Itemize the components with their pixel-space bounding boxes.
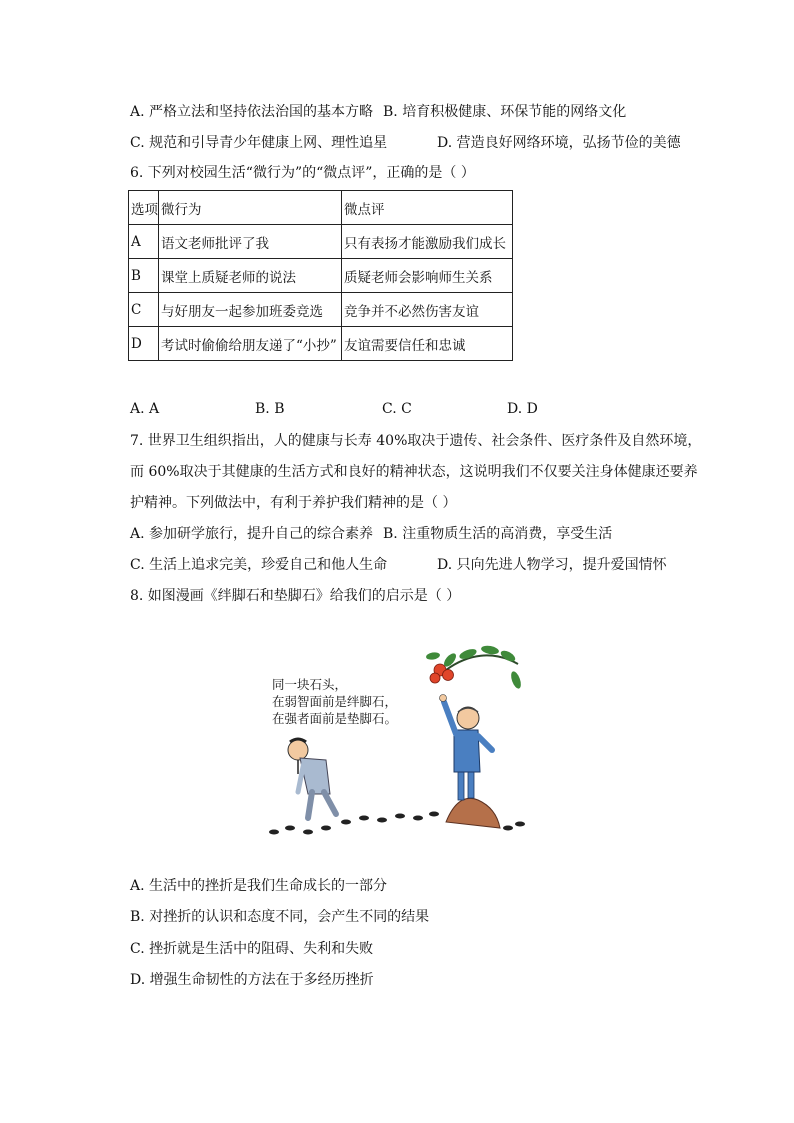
table-cell: 质疑老师会影响师生关系	[342, 259, 513, 293]
q7-option-a: A. 参加研学旅行，提升自己的综合素养	[130, 526, 374, 542]
q6-option-c: C. C	[382, 401, 412, 417]
table-row	[129, 259, 513, 293]
table-row	[129, 225, 513, 259]
q8-stem: 8. 如图漫画《绊脚石和垫脚石》给我们的启示是（ ）	[130, 588, 461, 604]
table-cell: C	[129, 293, 159, 327]
q7-stem-line2: 而 60%取决于其健康的生活方式和良好的精神状态，这说明我们不仅要关注身体健康还要养	[130, 464, 698, 480]
table-header-cell: 微点评	[342, 191, 513, 225]
q6-option-b: B. B	[255, 401, 285, 417]
q5-option-c: C. 规范和引导青少年健康上网、理性追星	[130, 135, 388, 151]
q5-option-d: D. 营造良好网络环境，弘扬节俭的美德	[437, 135, 681, 151]
table-cell: 课堂上质疑老师的说法	[159, 259, 342, 293]
q7-stem-line1: 7. 世界卫生组织指出，人的健康与长寿 40%取决于遗传、社会条件、医疗条件及自然环境，	[130, 433, 702, 449]
table-row	[129, 327, 513, 361]
q6-stem: 6. 下列对校园生活“微行为”的“微点评”，正确的是（ ）	[130, 165, 475, 181]
cartoon-caption-line: 在强者面前是垫脚石。	[272, 711, 398, 726]
table-cell: 与好朋友一起参加班委竞选	[159, 293, 342, 327]
strong-man-figure	[440, 695, 501, 829]
q6-table	[128, 190, 513, 361]
cartoon-caption-line: 同一块石头，	[272, 677, 348, 692]
table-cell: B	[129, 259, 159, 293]
q6-option-a: A. A	[130, 401, 160, 417]
q5-option-b: B. 培育积极健康、环保节能的网络文化	[383, 104, 627, 120]
q6-option-d: D. D	[507, 401, 538, 417]
q7-stem-line3: 护精神。下列做法中，有利于养护我们精神的是（ ）	[130, 495, 457, 511]
q8-option-a: A. 生活中的挫折是我们生命成长的一部分	[130, 878, 388, 894]
q8-option-c: C. 挫折就是生活中的阻碍、失利和失败	[130, 941, 374, 957]
table-cell: A	[129, 225, 159, 259]
q7-option-b: B. 注重物质生活的高消费，享受生活	[383, 526, 613, 542]
table-cell: 语文老师批评了我	[159, 225, 342, 259]
cartoon-caption-line: 在弱智面前是绊脚石，	[272, 694, 398, 709]
table-header-row	[129, 191, 513, 225]
q8-option-b: B. 对挫折的认识和态度不同，会产生不同的结果	[130, 909, 430, 925]
table-cell: 竞争并不必然伤害友谊	[342, 293, 513, 327]
stumbling-stone-cartoon	[268, 642, 530, 842]
q7-option-c: C. 生活上追求完美，珍爱自己和他人生命	[130, 557, 388, 573]
q5-option-a: A. 严格立法和坚持依法治国的基本方略	[130, 104, 374, 120]
sad-man-figure	[288, 739, 336, 818]
table-header-cell: 选项	[129, 191, 159, 225]
table-header-cell: 微行为	[159, 191, 342, 225]
table-cell: 友谊需要信任和忠诚	[342, 327, 513, 361]
q8-option-d: D. 增强生命韧性的方法在于多经历挫折	[130, 972, 374, 988]
table-row	[129, 293, 513, 327]
table-cell: D	[129, 327, 159, 361]
q7-option-d: D. 只向先进人物学习，提升爱国情怀	[437, 557, 667, 573]
table-cell: 只有表扬才能激励我们成长	[342, 225, 513, 259]
table-cell: 考试时偷偷给朋友递了“小抄”	[159, 327, 342, 361]
